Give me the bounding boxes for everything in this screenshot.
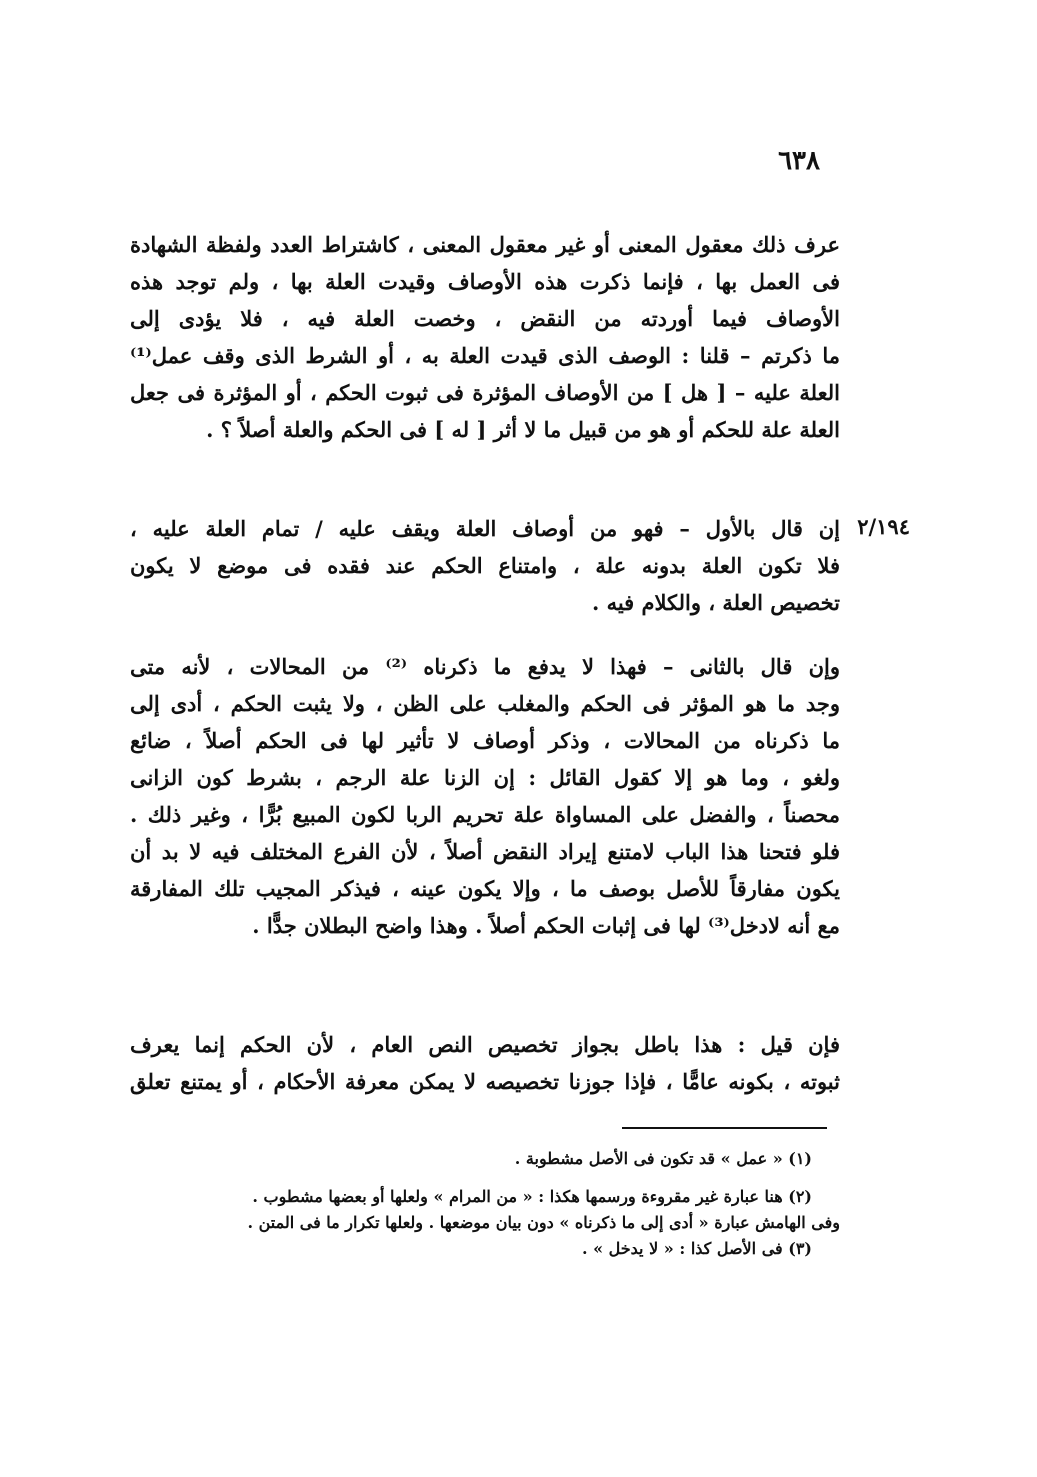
text-line: ما ذكرناه من المحالات ، وذكر أوصاف لا تأثير لها فى الحكم أصلاً ، ضائع: [130, 728, 840, 753]
text-line: فى العمل بها ، فإنما ذكرت هذه الأوصاف وقيدت العلة بها ، ولم توجد هذه: [130, 269, 840, 294]
text-line: إن قال بالأول – فهو من أوصاف العلة ويقف عليه / تمام العلة عليه ،: [130, 516, 840, 541]
text-line: عرف ذلك معقول المعنى أو غير معقول المعنى ، كاشتراط العدد ولفظة الشهادة: [130, 232, 840, 257]
text-line: ثبوته ، بكونه عامًّا ، فإذا جوزنا تخصيصه لا يمكن معرفة الأحكام ، أو يمتنع تعلق: [130, 1069, 840, 1094]
footnote-2: (٢) هنا عبارة غير مقروءة ورسمها هكذا : « من المرام » ولعلها أو بعضها مشطوب .: [252, 1187, 812, 1206]
footnote-2-continued: وفى الهامش عبارة « أدى إلى ما ذكرناه » دون بيان موضعها . ولعلها تكرار ما فى المتن .: [247, 1213, 840, 1232]
paragraph-3: [130, 648, 840, 944]
text-line: فلا تكون العلة بدونه علة ، وامتناع الحكم عند فقده فى موضع لا يكون: [130, 553, 840, 578]
text-line: العلة علة للحكم أو هو من قبيل ما لا أثر [ له ] فى الحكم والعلة أصلاً ؟ .: [206, 417, 840, 442]
text-line: تخصيص العلة ، والكلام فيه .: [591, 590, 840, 615]
paragraph-1: [130, 226, 840, 448]
text-line: ما ذكرتم – قلنا : الوصف الذى قيدت العلة به ، أو الشرط الذى وقف عمل⁽¹⁾: [130, 343, 840, 368]
text-line: فلو فتحنا هذا الباب لامتنع إيراد النقض أصلاً ، لأن الفرع المختلف فيه لا بد أن: [130, 839, 840, 864]
paragraph-4: [130, 1026, 840, 1100]
footnotes: [130, 1146, 840, 1262]
text-line: مع أنه لادخل⁽³⁾ لها فى إثبات الحكم أصلاً . وهذا واضح البطلان جدًّا .: [252, 913, 840, 938]
paragraph-2: [130, 510, 840, 621]
text-line: وإن قال بالثانى – فهذا لا يدفع ما ذكرناه ⁽²⁾ من المحالات ، لأنه متى: [130, 654, 840, 679]
footnote-separator: [622, 1127, 827, 1129]
text-line: ولغو ، وما هو إلا كقول القائل : إن الزنا علة الرجم ، بشرط كون الزانى: [130, 765, 840, 790]
text-line: الأوصاف فيما أوردته من النقض ، وخصت العلة فيه ، فلا يؤدى إلى: [130, 306, 840, 331]
text-line: وجد ما هو المؤثر فى الحكم والمغلب على الظن ، ولا يثبت الحكم ، أدى إلى: [130, 691, 840, 716]
page-number: ٦٣٨: [778, 146, 820, 176]
text-line: العلة عليه – [ هل ] من الأوصاف المؤثرة فى ثبوت الحكم ، أو المؤثرة فى جعل: [130, 380, 840, 405]
text-line: يكون مفارقاً للأصل بوصف ما ، وإلا يكون عينه ، فيذكر المجيب تلك المفارقة: [130, 876, 840, 901]
footnote-1: (١) « عمل » قد تكون فى الأصل مشطوبة .: [514, 1149, 812, 1168]
text-line: فإن قيل : هذا باطل بجواز تخصيص النص العام ، لأن الحكم إنما يعرف: [130, 1032, 840, 1057]
margin-reference: ٢/١٩٤: [857, 514, 910, 539]
text-line: محصناً ، والفضل على المساواة علة تحريم الربا لكون المبيع بُرًّا ، وغير ذلك .: [130, 802, 840, 827]
footnote-3: (٣) فى الأصل كذا : « لا يدخل » .: [581, 1239, 812, 1258]
